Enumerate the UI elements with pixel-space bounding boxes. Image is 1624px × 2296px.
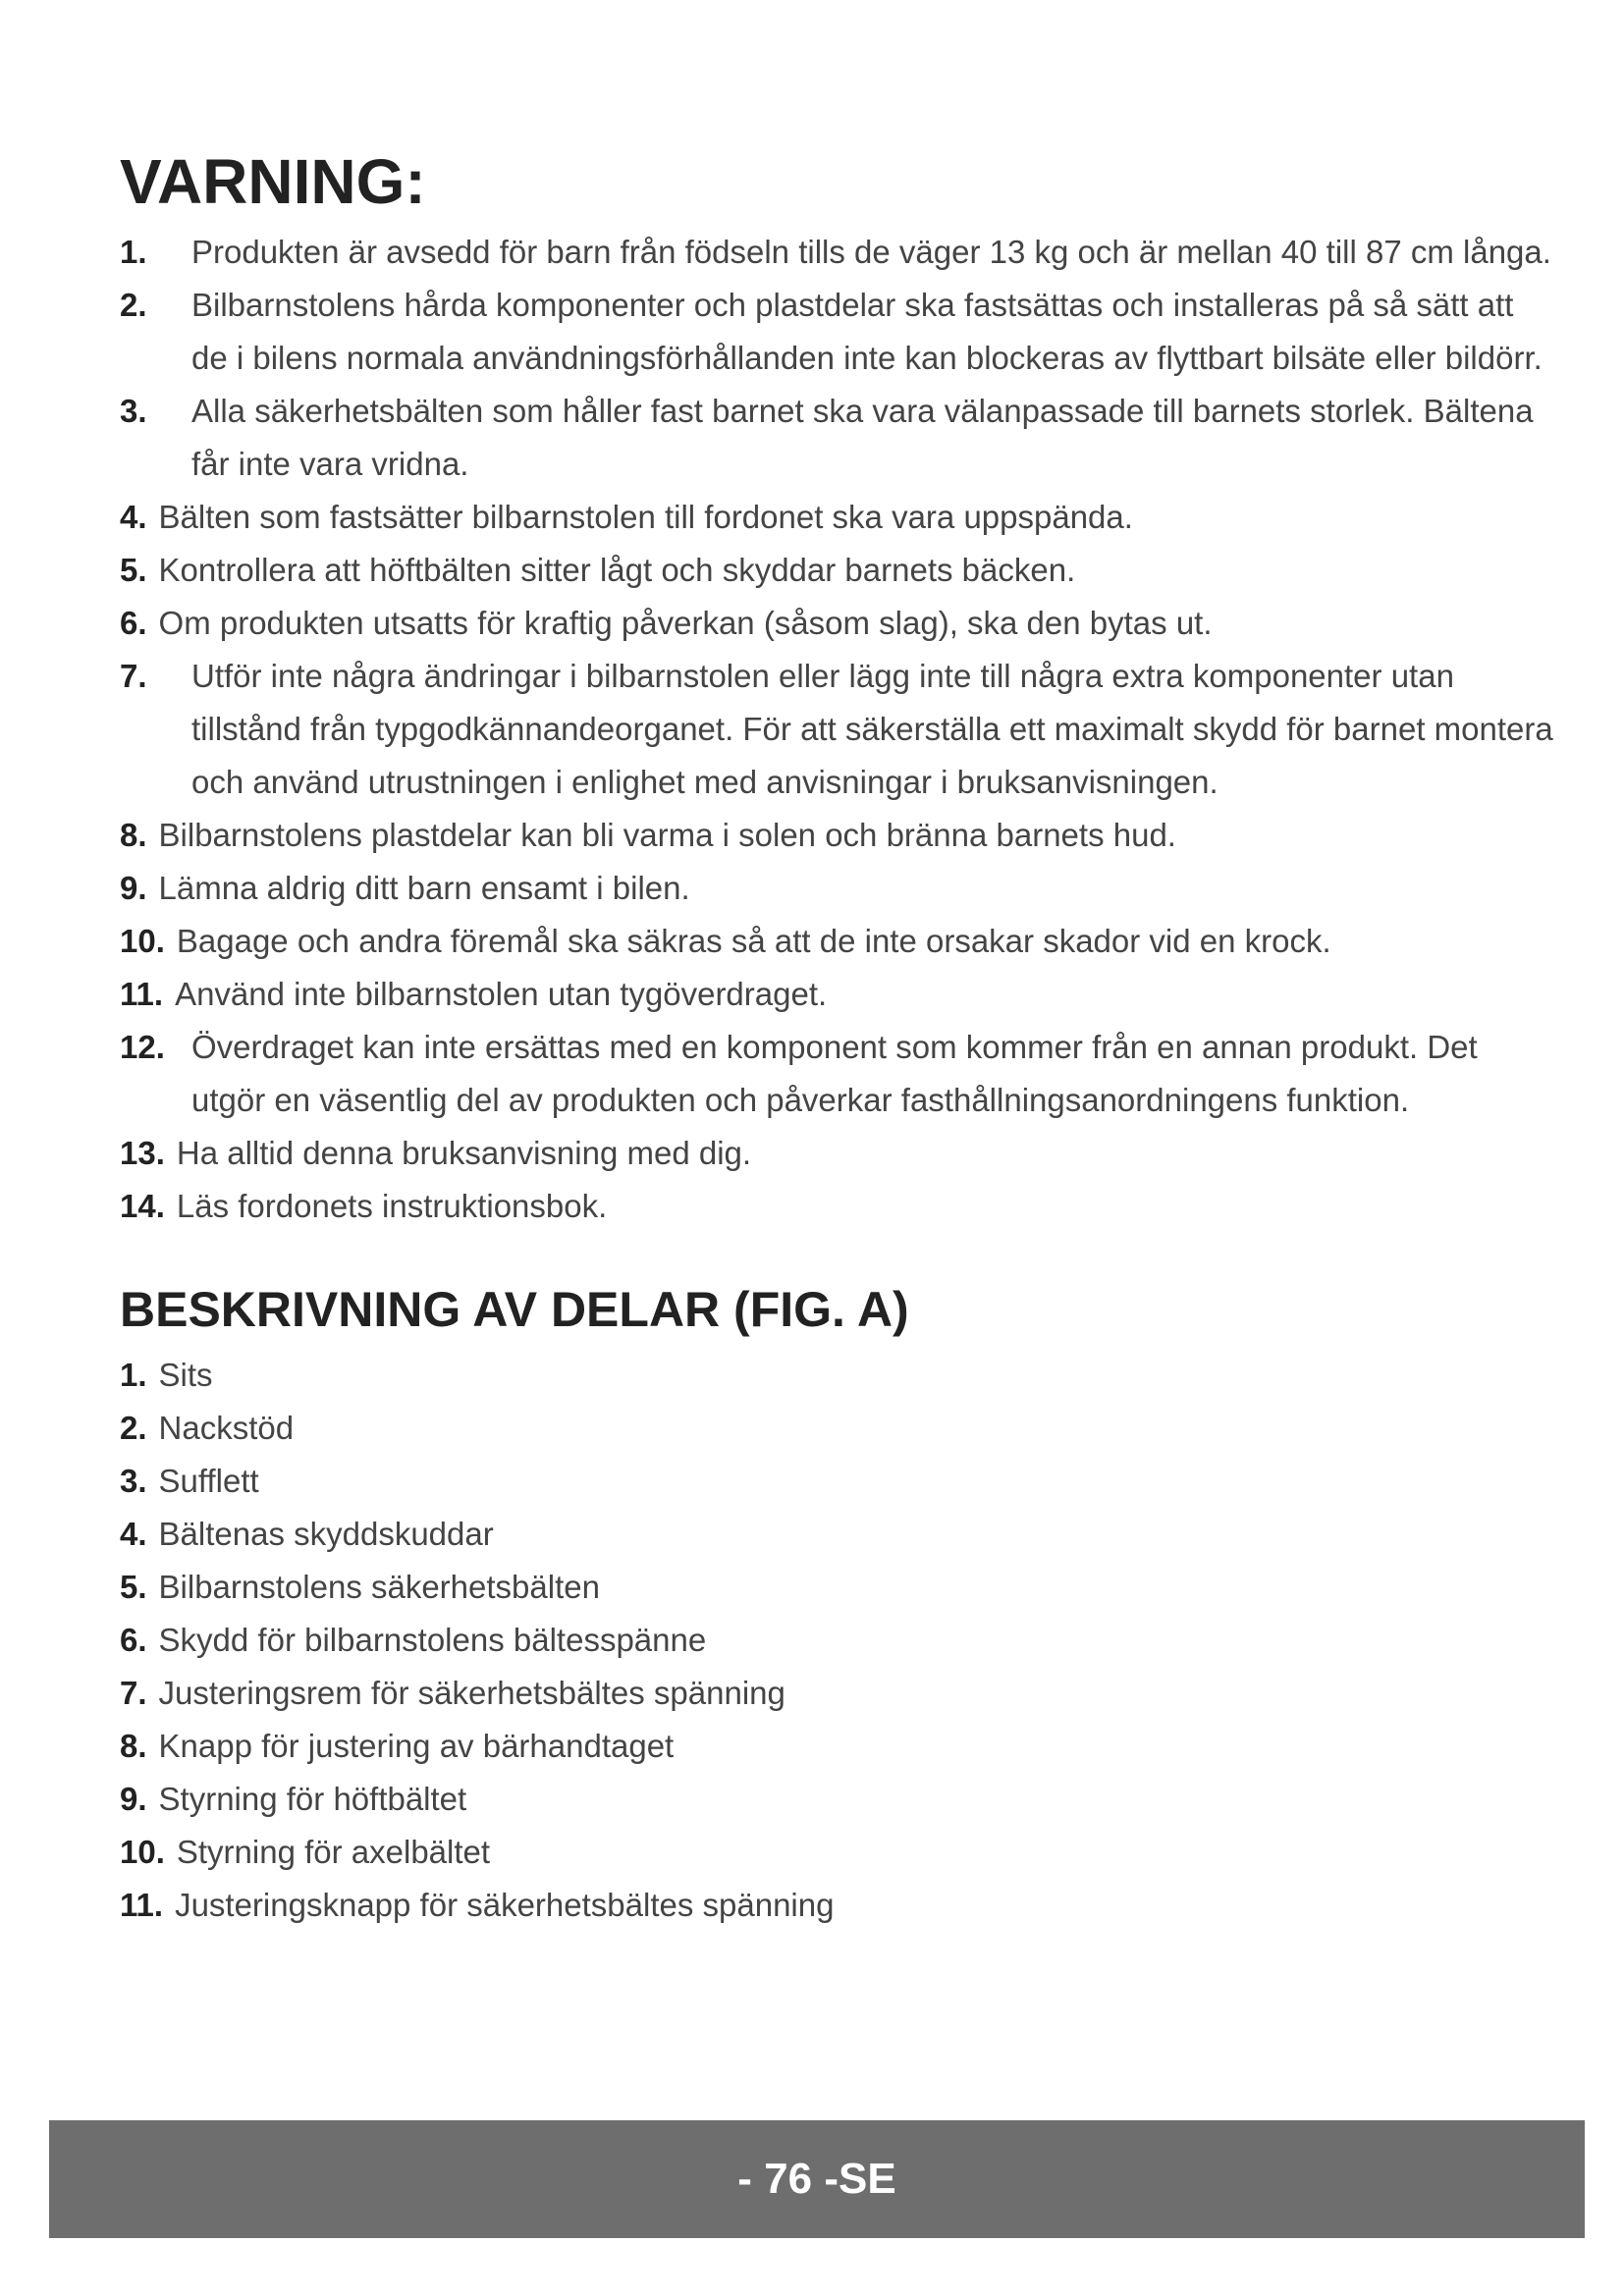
item-text: Nackstöd bbox=[158, 1410, 295, 1446]
item-number: 10. bbox=[120, 1834, 165, 1870]
item-text: Styrning för axelbältet bbox=[176, 1834, 491, 1870]
item-text: Skydd för bilbarnstolens bältesspänne bbox=[158, 1622, 707, 1658]
item-number: 3. bbox=[120, 393, 147, 429]
parts-section bbox=[120, 1274, 1553, 1932]
warning-item bbox=[120, 862, 1553, 915]
part-item bbox=[120, 1508, 1553, 1561]
item-number: 8. bbox=[120, 1728, 147, 1764]
warning-item bbox=[120, 809, 1553, 862]
part-item bbox=[120, 1879, 1553, 1932]
item-number: 6. bbox=[120, 1622, 147, 1658]
item-number: 2. bbox=[120, 287, 147, 323]
page-footer-bar bbox=[49, 2120, 1585, 2238]
part-item bbox=[120, 1349, 1553, 1402]
warning-item bbox=[120, 597, 1553, 650]
warning-item bbox=[120, 279, 1553, 385]
warning-item bbox=[120, 1127, 1553, 1180]
warning-section bbox=[120, 137, 1553, 1233]
part-item bbox=[120, 1402, 1553, 1455]
item-number: 5. bbox=[120, 1569, 147, 1605]
item-text: Utför inte några ändringar i bilbarnstolen eller lägg inte till några extra komponenter utan tillstånd från typgodkännandeorganet. För att säkerställa ett maximalt skydd för barnet montera och använd utrustningen i enlighet med anvisningar i bruksanvisningen. bbox=[191, 658, 1553, 800]
item-text: Bilbarnstolens plastdelar kan bli varma i solen och bränna barnets hud. bbox=[158, 817, 1176, 853]
item-text: Bilbarnstolens hårda komponenter och plastdelar ska fastsättas och installeras på så sätt att de i bilens normala användningsförhållanden inte kan blockeras av flyttbart bilsäte eller bildörr. bbox=[191, 287, 1543, 376]
item-text: Produkten är avsedd för barn från födseln tills de väger 13 kg och är mellan 40 till 87 cm långa. bbox=[191, 234, 1551, 270]
item-number: 9. bbox=[120, 1781, 147, 1817]
item-text: Använd inte bilbarnstolen utan tygöverdraget. bbox=[175, 976, 828, 1012]
item-number: 10. bbox=[120, 923, 165, 959]
part-item bbox=[120, 1667, 1553, 1720]
part-item bbox=[120, 1561, 1553, 1614]
item-text: Knapp för justering av bärhandtaget bbox=[158, 1728, 675, 1764]
item-number: 12. bbox=[120, 1029, 165, 1065]
warning-item bbox=[120, 385, 1553, 491]
item-number: 7. bbox=[120, 658, 147, 694]
item-text: Sits bbox=[158, 1357, 213, 1393]
parts-heading: BESKRIVNING AV DELAR (FIG. A) bbox=[120, 1282, 909, 1337]
part-item bbox=[120, 1720, 1553, 1773]
item-text: Styrning för höftbältet bbox=[158, 1781, 467, 1817]
item-text: Sufflett bbox=[158, 1463, 259, 1499]
item-text: Ha alltid denna bruksanvisning med dig. bbox=[176, 1135, 752, 1171]
item-number: 5. bbox=[120, 552, 147, 588]
item-number: 11. bbox=[120, 976, 164, 1012]
item-text: Om produkten utsatts för kraftig påverkan (såsom slag), ska den bytas ut. bbox=[158, 605, 1213, 641]
warning-item bbox=[120, 968, 1553, 1021]
warning-item bbox=[120, 491, 1553, 544]
warning-item bbox=[120, 544, 1553, 597]
warning-item bbox=[120, 226, 1553, 279]
item-text: Bältenas skyddskuddar bbox=[158, 1516, 494, 1552]
item-number: 14. bbox=[120, 1188, 165, 1224]
item-text: Bilbarnstolens säkerhetsbälten bbox=[158, 1569, 600, 1605]
item-text: Kontrollera att höftbälten sitter lågt och skyddar barnets bäcken. bbox=[158, 552, 1076, 588]
item-text: Justeringsrem för säkerhetsbältes spänning bbox=[158, 1675, 785, 1711]
item-text: Bälten som fastsätter bilbarnstolen till fordonet ska vara uppspända. bbox=[158, 499, 1133, 535]
item-number: 11. bbox=[120, 1887, 164, 1923]
item-text: Bagage och andra föremål ska säkras så att de inte orsakar skador vid en krock. bbox=[176, 923, 1331, 959]
item-number: 13. bbox=[120, 1135, 165, 1171]
item-number: 4. bbox=[120, 499, 147, 535]
item-text: Justeringsknapp för säkerhetsbältes spänning bbox=[175, 1887, 835, 1923]
item-number: 4. bbox=[120, 1516, 147, 1552]
parts-list bbox=[120, 1349, 1553, 1932]
item-number: 2. bbox=[120, 1410, 147, 1446]
item-text: Läs fordonets instruktionsbok. bbox=[176, 1188, 608, 1224]
item-number: 7. bbox=[120, 1675, 147, 1711]
part-item bbox=[120, 1455, 1553, 1508]
warning-item bbox=[120, 650, 1553, 809]
part-item bbox=[120, 1826, 1553, 1879]
warning-list bbox=[120, 226, 1553, 1233]
item-text: Överdraget kan inte ersättas med en komponent som kommer från en annan produkt. Det utgör en väsentlig del av produkten och påverkar fasthållningsanordningens funktion. bbox=[191, 1029, 1478, 1118]
warning-item bbox=[120, 915, 1553, 968]
item-text: Lämna aldrig ditt barn ensamt i bilen. bbox=[158, 870, 690, 906]
item-number: 6. bbox=[120, 605, 147, 641]
item-number: 9. bbox=[120, 870, 147, 906]
item-number: 1. bbox=[120, 234, 147, 270]
page-content bbox=[120, 137, 1553, 1932]
item-number: 8. bbox=[120, 817, 147, 853]
page-number: - 76 -SE bbox=[737, 2155, 896, 2203]
item-number: 1. bbox=[120, 1357, 147, 1393]
warning-item bbox=[120, 1180, 1553, 1233]
part-item bbox=[120, 1773, 1553, 1826]
item-text: Alla säkerhetsbälten som håller fast barnet ska vara välanpassade till barnets storlek. Bältena får inte vara vridna. bbox=[191, 393, 1534, 482]
item-number: 3. bbox=[120, 1463, 147, 1499]
part-item bbox=[120, 1614, 1553, 1667]
warning-item bbox=[120, 1021, 1553, 1127]
warning-heading: VARNING: bbox=[120, 146, 426, 217]
